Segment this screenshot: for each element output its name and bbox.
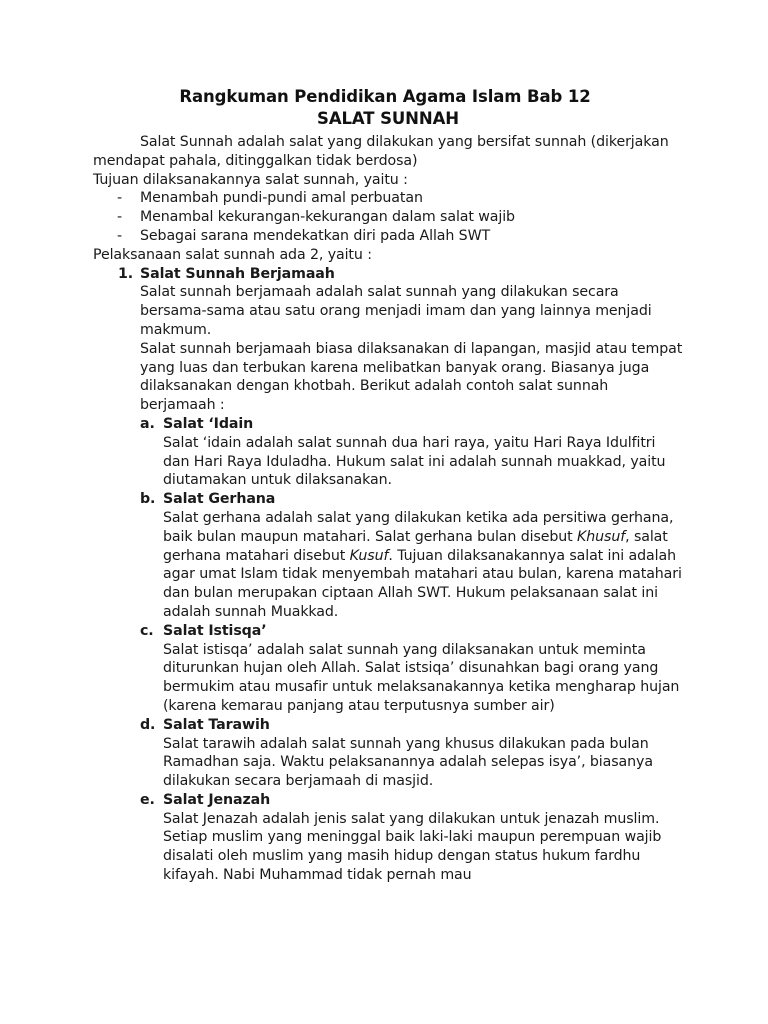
- section-number: 1.: [118, 265, 134, 282]
- section-heading: Salat Sunnah Berjamaah: [140, 265, 335, 282]
- implementation-heading: Pelaksanaan salat sunnah ada 2, yaitu :: [93, 246, 372, 263]
- purpose-list-item: [93, 189, 683, 208]
- body-text: . Tujuan dilaksanakannya salat ini adalah agar umat Islam tidak menyembah matahari atau bulan, karena matahari dan bulan merupakan ciptaan Allah SWT. Hukum pelaksanaan salat ini adalah sunnah Muakkad.: [163, 547, 682, 620]
- purpose-list-item: [93, 208, 683, 227]
- subsection-salat-tarawih: [140, 716, 683, 791]
- section-paragraph: Salat sunnah berjamaah biasa dilaksanakan di lapangan, masjid atau tempat yang luas dan terbukan karena melibatkan banyak orang. Biasanya juga dilaksanakan dengan khotbah. Berikut adalah contoh salat sunnah berjamaah :: [140, 340, 683, 414]
- intro-paragraph: Salat Sunnah adalah salat yang dilakukan yang bersifat sunnah (dikerjakan mendapat pahala, ditinggalkan tidak berdosa): [93, 134, 669, 169]
- subsection-body: Salat istisqa’ adalah salat sunnah yang dilaksanakan untuk meminta diturunkan hujan oleh Allah. Salat istsiqa’ disunahkan bagi orang yang bermukim atau musafir untuk melaksanakannya ketika mengharap hujan (karena kemarau panjang atau terputusnya sumber air): [163, 641, 680, 714]
- term-khusuf: Khusuf: [577, 528, 626, 545]
- purpose-list: [93, 189, 683, 245]
- purpose-list-item: [93, 227, 683, 246]
- subsection-salat-istisqa: [140, 622, 683, 716]
- subsection-salat-jenazah: [140, 791, 683, 885]
- subsection-body: [163, 509, 683, 622]
- subsection-heading: Salat Istisqa’: [163, 622, 267, 639]
- document-title: Rangkuman Pendidikan Agama Islam Bab 12: [179, 87, 591, 106]
- section-paragraph: Salat sunnah berjamaah adalah salat sunnah yang dilakukan secara bersama-sama atau satu orang menjadi imam dan yang lainnya menjadi makmum.: [140, 284, 652, 338]
- body-text: Salat gerhana adalah salat yang dilakukan ketika ada persitiwa gerhana, baik bulan maupun matahari. Salat gerhana bulan disebut: [163, 509, 674, 545]
- section-sunnah-berjamaah: [93, 265, 683, 885]
- purpose-text: Sebagai sarana mendekatkan diri pada Allah SWT: [140, 227, 491, 244]
- subsection-letter: a.: [140, 415, 155, 432]
- dash-bullet-icon: -: [117, 227, 123, 244]
- purpose-text: Menambah pundi-pundi amal perbuatan: [140, 190, 423, 207]
- subsection-body: Salat tarawih adalah salat sunnah yang khusus dilakukan pada bulan Ramadhan saja. Waktu pelaksanannya adalah selepas isya’, biasanya dilakukan secara berjamaah di masjid.: [163, 735, 653, 790]
- subsection-letter: d.: [140, 716, 156, 733]
- subsection-heading: Salat Tarawih: [163, 716, 270, 733]
- body-text: , salat gerhana matahari disebut: [163, 528, 668, 564]
- subsection-body: Salat ‘idain adalah salat sunnah dua hari raya, yaitu Hari Raya Idulfitri dan Hari Raya Iduladha. Hukum salat ini adalah sunnah muakkad, yaitu diutamakan untuk dilaksanakan.: [163, 434, 666, 489]
- subsection-body: Salat Jenazah adalah jenis salat yang dilakukan untuk jenazah muslim. Setiap muslim yang meninggal baik laki-laki maupun perempuan wajib disalati oleh muslim yang masih hidup dengan status hukum fardhu kifayah. Nabi Muhammad tidak pernah mau: [163, 810, 662, 884]
- subsection-heading: Salat ‘Idain: [163, 415, 254, 432]
- purpose-text: Menambal kekurangan-kekurangan dalam salat wajib: [140, 209, 515, 226]
- dash-bullet-icon: -: [117, 209, 123, 226]
- subsection-letter: c.: [140, 622, 154, 639]
- document-subtitle: SALAT SUNNAH: [317, 109, 459, 128]
- subsection-heading: Salat Gerhana: [163, 491, 276, 508]
- subsection-letter: b.: [140, 491, 156, 508]
- subsection-letter: e.: [140, 791, 155, 808]
- term-kusuf: Kusuf: [349, 547, 389, 564]
- subsection-salat-idain: [140, 415, 683, 490]
- subsection-heading: Salat Jenazah: [163, 791, 271, 808]
- purpose-heading: Tujuan dilaksanakannya salat sunnah, yaitu :: [93, 171, 408, 188]
- dash-bullet-icon: -: [117, 190, 123, 207]
- document-content: [93, 86, 683, 885]
- subsection-salat-gerhana: [140, 490, 683, 622]
